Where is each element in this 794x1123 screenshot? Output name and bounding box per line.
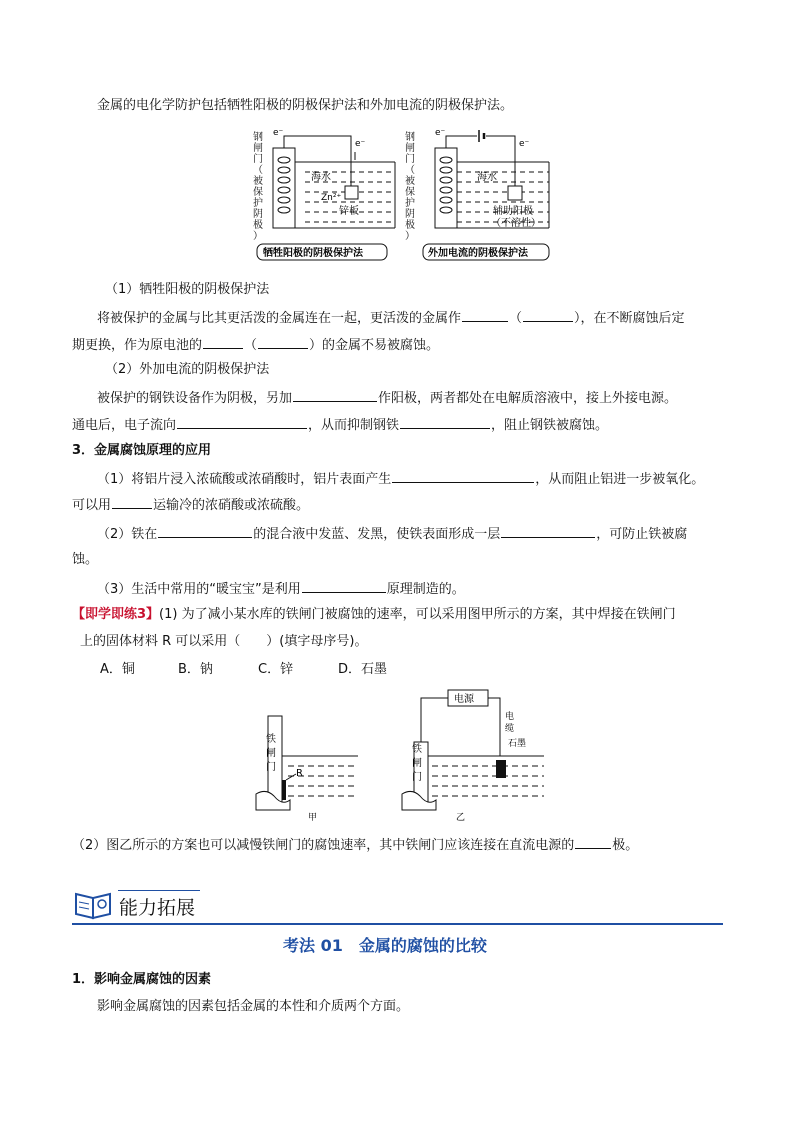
svg-text:门: 门 xyxy=(412,772,422,783)
svg-text:海水: 海水 xyxy=(477,172,497,183)
practice-tag: 【即学即练3】 xyxy=(72,607,160,622)
app1-line1: （1）将铝片浸入浓硫酸或浓硝酸时，铝片表面产生 ，从而阻止铝进一步被氧化。 xyxy=(97,469,704,489)
svg-text:护: 护 xyxy=(253,198,263,209)
svg-text:电源: 电源 xyxy=(454,694,474,705)
method-title: 考法 01 金属的腐蚀的比较 xyxy=(283,936,487,955)
practice-q2: （2）图乙所示的方案也可以减慢铁闸门的腐蚀速率，其中铁闸门应该连接在直流电源的 极。 xyxy=(72,835,638,855)
s1-title: （1）牺牲阳极的阴极保护法 xyxy=(105,282,270,297)
scheme-yi xyxy=(402,690,544,823)
figure-iron-gate-schemes xyxy=(248,686,558,826)
svg-text:门: 门 xyxy=(253,154,263,165)
option-a: A．铜 xyxy=(100,662,135,677)
svg-text:极: 极 xyxy=(405,220,415,231)
svg-text:保: 保 xyxy=(405,187,415,198)
figure-impressed-current xyxy=(397,128,562,263)
svg-text:阴: 阴 xyxy=(405,209,415,220)
steel-gate-left xyxy=(273,148,295,228)
app3-line: （3）生活中常用的“暖宝宝”是利用 原理制造的。 xyxy=(97,579,465,599)
svg-text:石墨: 石墨 xyxy=(508,739,527,749)
svg-text:e⁻: e⁻ xyxy=(519,139,530,149)
s2-title: （2）外加电流的阴极保护法 xyxy=(105,362,270,377)
svg-text:电: 电 xyxy=(505,712,515,722)
factor-title: 1．影响金属腐蚀的因素 xyxy=(72,972,212,987)
svg-text:被: 被 xyxy=(405,176,415,187)
svg-text:钢: 钢 xyxy=(405,132,415,143)
s1-line1: 将被保护的金属与比其更活泼的金属连在一起，更活泼的金属作 （ ），在不断腐蚀后定 xyxy=(97,308,685,328)
sec3-title: 3．金属腐蚀原理的应用 xyxy=(72,443,212,458)
banner-rule xyxy=(72,923,723,925)
factor-text: 影响金属腐蚀的因素包括金属的本性和介质两个方面。 xyxy=(97,999,410,1014)
svg-text:辅助阳极: 辅助阳极 xyxy=(493,206,533,217)
svg-text:）: ） xyxy=(405,231,415,242)
svg-text:e⁻: e⁻ xyxy=(273,128,284,138)
svg-text:闸: 闸 xyxy=(412,758,422,769)
option-b: B．钠 xyxy=(178,662,213,677)
svg-text:极: 极 xyxy=(253,220,263,231)
svg-text:e⁻: e⁻ xyxy=(355,139,366,149)
svg-text:（不溶性）: （不溶性） xyxy=(491,218,541,229)
svg-text:护: 护 xyxy=(405,198,415,209)
option-c: C．锌 xyxy=(258,662,294,677)
svg-text:被: 被 xyxy=(253,176,263,187)
graphite-electrode xyxy=(496,760,506,778)
zinc-plate xyxy=(345,186,358,199)
svg-text:钢: 钢 xyxy=(253,132,263,143)
svg-text:（: （ xyxy=(405,165,415,176)
svg-text:铁: 铁 xyxy=(266,734,276,745)
svg-text:海水: 海水 xyxy=(311,172,331,183)
book-icon xyxy=(72,888,116,920)
svg-text:e⁻: e⁻ xyxy=(435,128,446,138)
figure-sacrificial-anode xyxy=(245,128,405,263)
option-d: D．石墨 xyxy=(338,662,388,677)
app2-line2: 蚀。 xyxy=(72,552,99,567)
svg-text:闸: 闸 xyxy=(266,748,276,759)
banner-title: 能力拓展 xyxy=(119,897,196,919)
svg-text:缆: 缆 xyxy=(505,724,515,734)
svg-text:保: 保 xyxy=(253,187,263,198)
banner-top-rule xyxy=(118,890,200,891)
app1-line2: 可以用 运输冷的浓硝酸或浓硫酸。 xyxy=(72,495,309,515)
s2-line2: 通电后，电子流向 ，从而抑制钢铁 ，阻止钢铁被腐蚀。 xyxy=(72,415,608,435)
intro-text: 金属的电化学防护包括牺牲阳极的阴极保护法和外加电流的阴极保护法。 xyxy=(97,98,514,113)
steel-gate-right xyxy=(435,148,457,228)
svg-text:甲: 甲 xyxy=(308,813,318,823)
svg-text:闸: 闸 xyxy=(253,143,263,154)
svg-text:闸: 闸 xyxy=(405,143,415,154)
svg-text:阴: 阴 xyxy=(253,209,263,220)
svg-text:门: 门 xyxy=(405,154,415,165)
svg-text:乙: 乙 xyxy=(456,813,466,823)
svg-text:铁: 铁 xyxy=(412,744,422,755)
side-label-right xyxy=(405,130,415,242)
svg-text:（: （ xyxy=(253,165,263,176)
side-label-left xyxy=(253,130,263,242)
svg-text:）: ） xyxy=(253,231,263,242)
svg-text:R: R xyxy=(296,768,303,779)
caption-impressed: 外加电流的阴极保护法 xyxy=(428,248,528,259)
auxiliary-anode xyxy=(508,186,522,200)
s2-line1: 被保护的钢铁设备作为阴极，另加 作阳极，两者都处在电解质溶液中，接上外接电源。 xyxy=(97,388,677,408)
svg-text:门: 门 xyxy=(266,762,276,773)
app2-line1: （2）铁在 的混合液中发蓝、发黑，使铁表面形成一层 ，可防止铁被腐 xyxy=(97,524,687,544)
svg-text:Zn²⁺: Zn²⁺ xyxy=(321,193,342,203)
practice-q1b: 上的固体材料 R 可以采用（ ）(填字母序号)。 xyxy=(80,634,368,649)
svg-text:锌板: 锌板 xyxy=(339,206,359,217)
material-R xyxy=(282,780,286,800)
caption-sacrificial: 牺牲阳极的阴极保护法 xyxy=(263,248,363,259)
s1-line2: 期更换，作为原电池的 （ ）的金属不易被腐蚀。 xyxy=(72,335,439,355)
scheme-jia xyxy=(256,716,358,823)
practice-q1: 【即学即练3】(1) 为了减小某水库的铁闸门被腐蚀的速率，可以采用图甲所示的方案，其中焊接在铁闸门 xyxy=(72,607,676,622)
